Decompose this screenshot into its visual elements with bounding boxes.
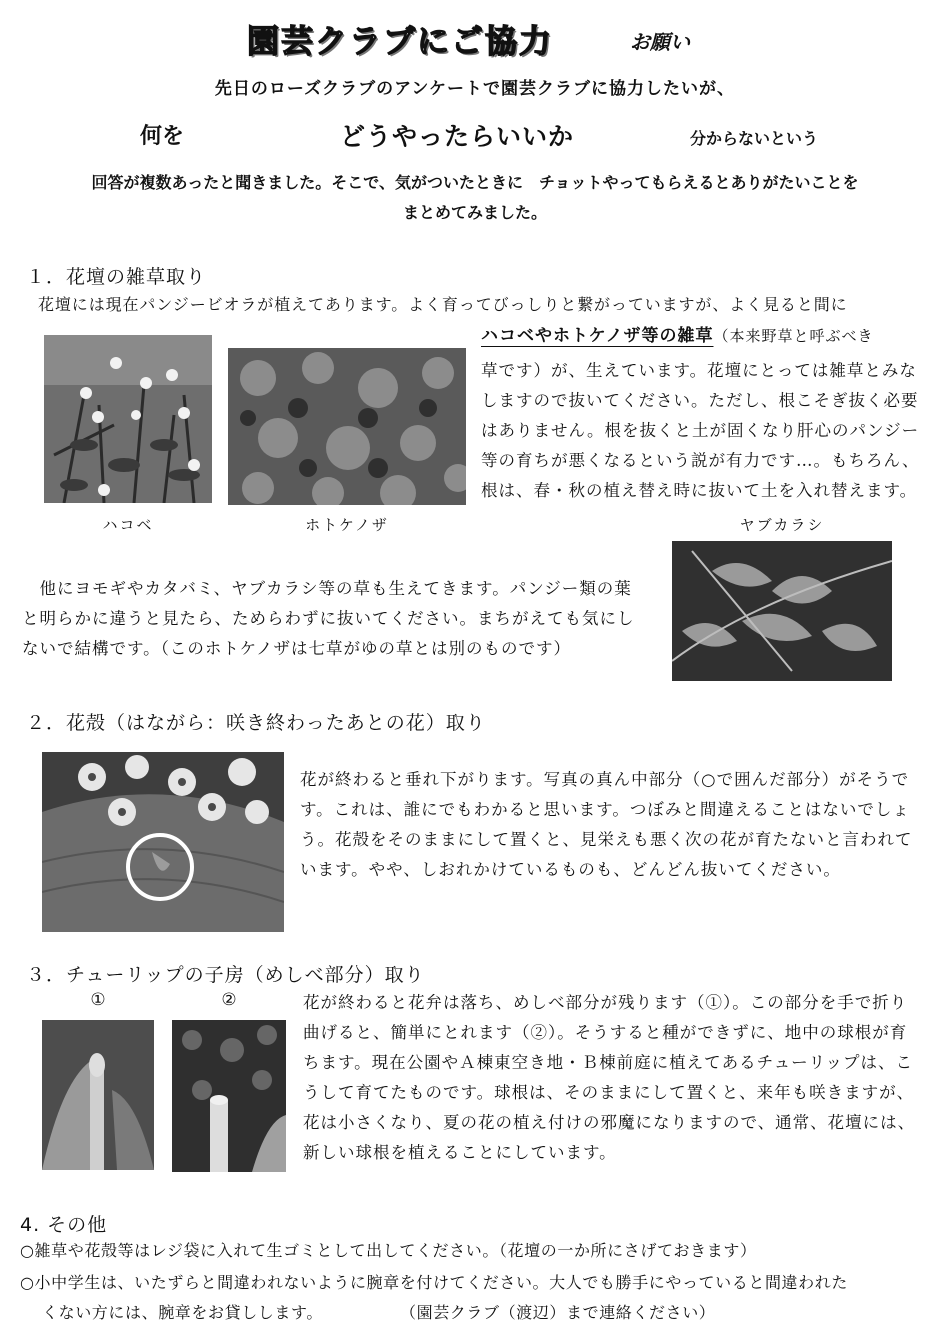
section-1-line: 等の育ちが悪くなるという説が有力です…。もちろん、 [481,451,920,470]
hakobe-photo [44,335,212,503]
section-4-item-2-line-2: くない方には、腕章をお貸しします。 [42,1303,323,1322]
tulip-label-2: ② [221,990,239,1010]
section-2-heading: ２．花殻（はながら：咲き終わったあとの花）取り [26,712,486,734]
tulip-label-1: ① [90,990,108,1010]
section-3-line: うして育てたものです。球根は、そのままにして置くと、来年も咲きますが、 [303,1083,915,1102]
section-2-line: す。これは、誰にでもわかると思います。つぼみと間違えることはないでしょ [300,800,910,819]
section-3-line: 花が終わると花弁は落ち、めしべ部分が残ります（①）。この部分を手で折り [303,993,908,1012]
section-2-line: います。やや、しおれかけているものも、どんどん抜いてください。 [300,860,841,879]
section-3-line: 新しい球根を植えることにしています。 [303,1143,617,1162]
page-title: 園芸クラブにご協力 [246,22,553,60]
section-1-lead: 花壇には現在パンジービオラが植えてあります。よく育ってびっしりと繋がっていますが、よく見ると間に [38,295,848,314]
intro-line-1: 先日のローズクラブのアンケートで園芸クラブに協力したいが、 [214,79,736,99]
section-2-paragraph [300,765,913,885]
yabukarashi-photo [672,541,892,681]
caption-hotokenoza: ホトケノザ [305,516,389,534]
hotokenoza-photo [228,348,466,505]
section-3-line: ちます。現在公園やＡ棟東空き地・Ｂ棟前庭に植えてあるチューリップは、こ [303,1053,914,1072]
section-1-paragraph [481,321,941,506]
intro-unknown: 分からないという [690,129,819,148]
section-1-line: 草です）が、生えています。花壇にとっては雑草とみな [481,361,917,380]
section-1-paragraph-2 [22,574,635,664]
section-2-line: う。花殻をそのままにして置くと、見栄えも悪く次の花が育たないと言われて [300,830,913,849]
weeds-highlight: ハコベやホトケノザ等の雑草 [481,326,714,346]
intro-how: どうやったらいいか [340,122,575,151]
caption-hakobe: ハコベ [102,516,154,534]
section-4-item-1: ○雑草や花殻等はレジ袋に入れて生ゴミとして出してください。（花壇の一か所にさげておきます） [20,1241,757,1260]
intro-line-4: まとめてみました。 [402,203,547,222]
title-suffix: お願い [630,30,690,54]
section-2-line: 花が終わると垂れ下がります。写真の真ん中部分（○で囲んだ部分）がそうで [300,770,910,789]
tulip-photo-1 [42,1020,154,1170]
section-1-line: 根は、春・秋の植え替え時に抜いて土を入れ替えます。 [481,481,918,500]
section-1-para2-line: ないで結構です。（このホトケノザは七草がゆの草とは別のものです） [22,639,571,658]
section-4-contact: （園芸クラブ（渡辺）まで連絡ください） [400,1303,716,1322]
section-4-heading: 4. その他 [20,1214,108,1236]
section-3-line: 花は小さくなり、夏の花の植え付けの邪魔になりますので、通常、花壇には、 [303,1113,916,1132]
caption-yabukarashi: ヤブカラシ [739,516,825,534]
section-3-paragraph [303,988,915,1168]
section-1-para2-line: 他にヨモギやカタバミ、ヤブカラシ等の草も生えてきます。パンジー類の葉 [22,579,632,598]
para-tail-1: （本来野草と呼ぶべき [713,327,874,345]
section-1-line: はありません。根を抜くと土が固くなり肝心のパンジー [481,421,920,440]
section-3-heading: ３．チューリップの子房（めしべ部分）取り [26,964,425,986]
section-4-item-2-line-1: ○小中学生は、いたずらと間違われないように腕章を付けてください。大人でも勝手にやっていると間違われた [20,1273,848,1292]
pansy-photo [42,752,284,932]
intro-what: 何を [140,124,185,149]
section-1-line: しますので抜いてください。ただし、根こそぎ抜く必要 [481,391,919,410]
section-3-line: 曲げると、簡単にとれます（②）。そうすると種ができずに、地中の球根が育 [303,1023,908,1042]
intro-line-3: 回答が複数あったと聞きました。そこで、気がついたときに チョットやってもらえるとありがたいことを [91,173,859,192]
tulip-photo-2 [172,1020,286,1172]
section-1-para2-line: と明らかに違うと見たら、ためらわずに抜いてください。まちがえても気にし [22,609,635,628]
section-1-heading: １．花壇の雑草取り [26,266,207,288]
